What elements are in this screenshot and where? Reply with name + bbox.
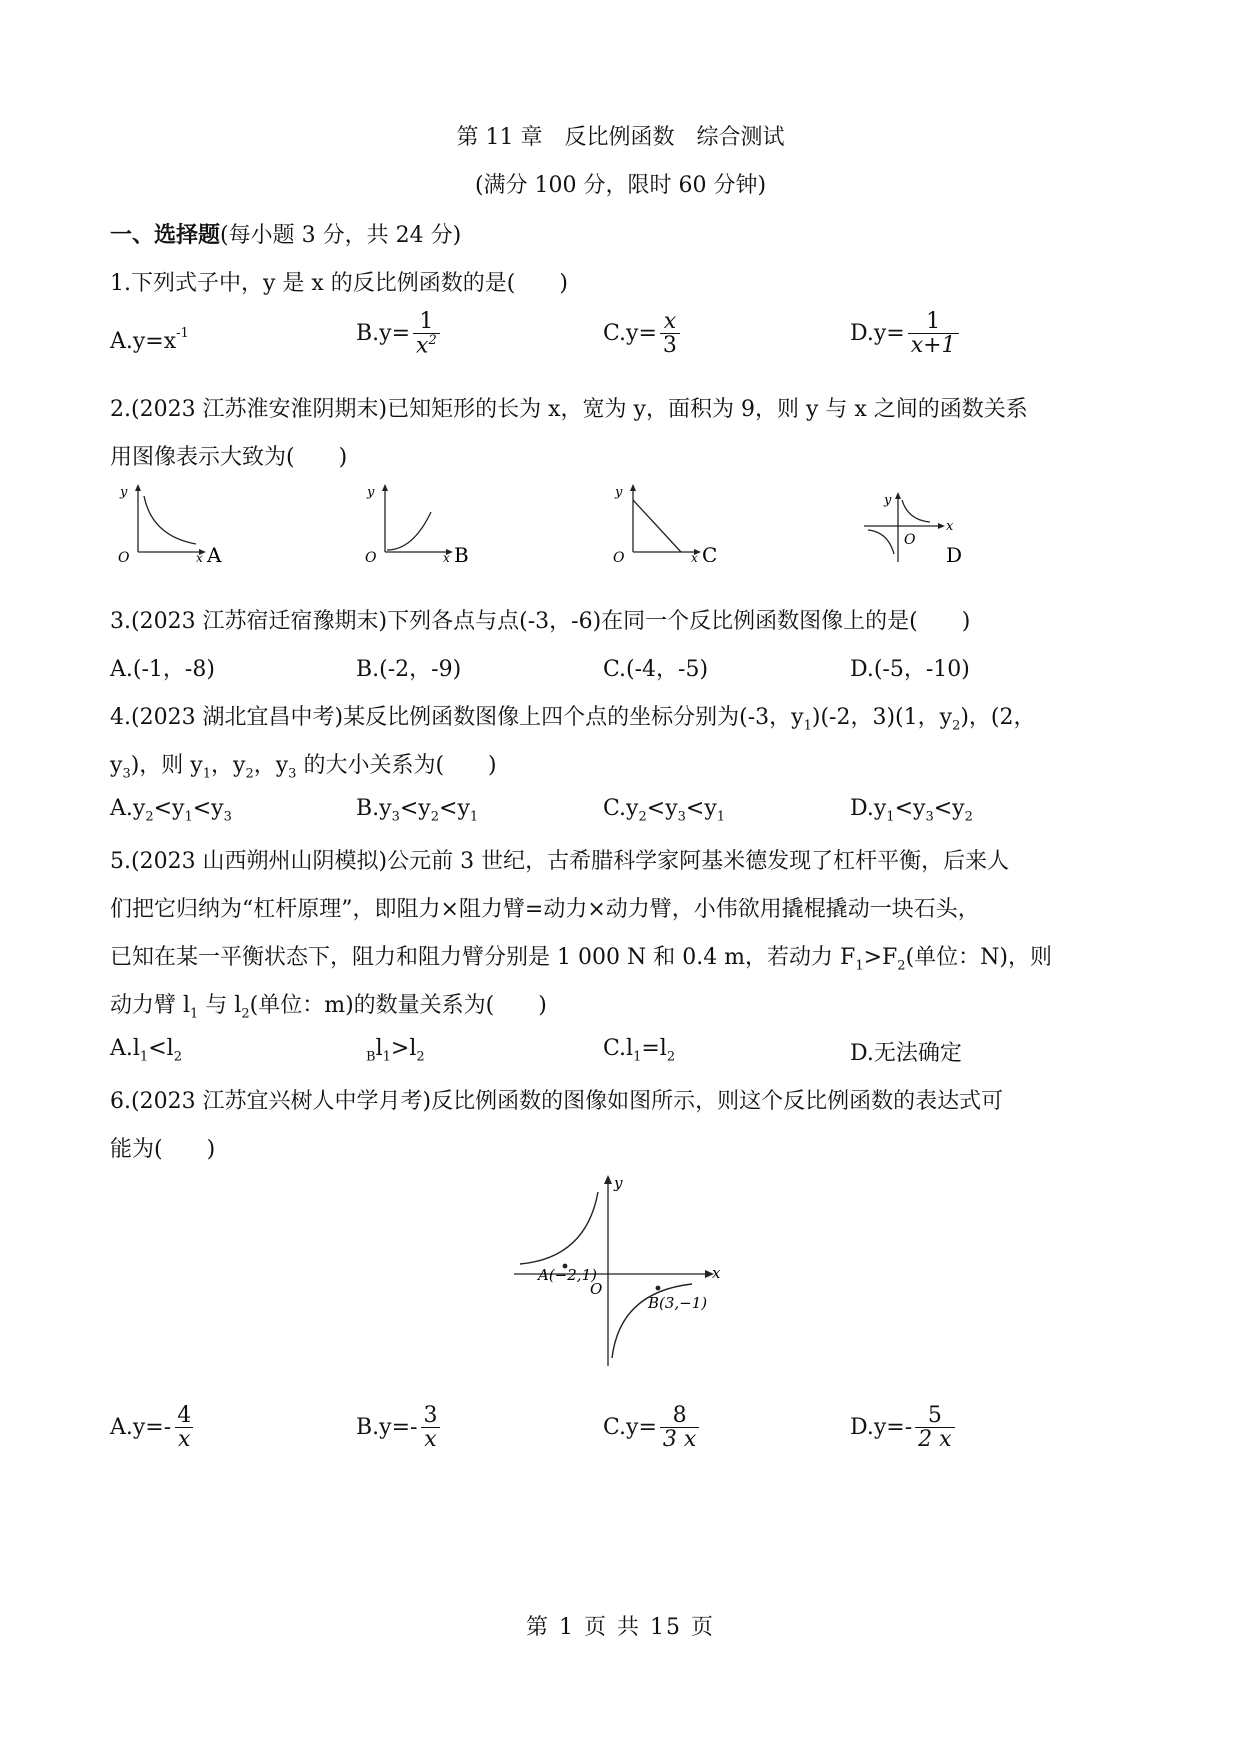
q4-l2-sub6: 3	[288, 766, 297, 782]
q3-option-d: D.(-5，-10)	[850, 657, 970, 682]
q4-l2-b: )，则 y	[130, 753, 203, 778]
q5-option-a	[110, 1036, 182, 1064]
q5-a-p0: A.l	[110, 1036, 140, 1061]
q5-l3-a: 已知在某一平衡状态下，阻力和阻力臂分别是 1 000 N 和 0.4 m，若动力 F	[110, 945, 856, 970]
q1-d-num: 1	[926, 309, 941, 334]
q5-l4-b: 与 l	[198, 993, 242, 1018]
q6-option-d	[850, 1404, 957, 1451]
q2-graph-a	[108, 482, 238, 562]
q5-b-p5: 2	[416, 1049, 425, 1065]
page-footer: 第 1 页 共 15 页	[526, 1615, 715, 1640]
q2-b-y-label: y	[367, 485, 375, 500]
q2-a-x-label: x	[196, 551, 203, 562]
q4-c-p0: C.y	[603, 796, 639, 821]
q2-graph-c	[603, 482, 733, 562]
q4-l1-c: )，(2，	[960, 705, 1036, 730]
q5-l4-a: 动力臂 l	[110, 993, 191, 1018]
q3-option-b: B.(-2，-9)	[356, 657, 462, 682]
q4-a-p0: A.y	[110, 796, 146, 821]
q6-option-b	[356, 1404, 442, 1451]
q6-d-label: D.y=-	[850, 1415, 913, 1441]
q4-line-2	[110, 748, 497, 781]
q1-stem: 1.下列式子中，y 是 x 的反比例函数的是( )	[110, 271, 568, 296]
q5-l4-sub2: 2	[241, 1006, 250, 1022]
q6-d-den: 2 x	[915, 1427, 954, 1451]
q5-b-p3: 1	[382, 1049, 391, 1065]
q5-l4-c: (单位：m)的数量关系为( )	[249, 993, 547, 1018]
q6-c-label: C.y=	[603, 1415, 657, 1441]
q5-l3-sub1: 1	[855, 958, 864, 974]
q6-option-c	[603, 1404, 701, 1451]
q4-a-p3: 1	[184, 809, 193, 825]
q6-b-num: 3	[423, 1403, 438, 1428]
section-heading-bold: 一、选择题	[110, 222, 221, 248]
q1-d-den: x+1	[908, 333, 959, 357]
q4-option-a	[110, 796, 232, 824]
q4-l1-sub1: 1	[803, 718, 812, 734]
q4-option-b	[356, 796, 478, 824]
q1-c-num: x	[663, 309, 677, 334]
q6-c-num: 8	[672, 1403, 687, 1428]
q5-line-1: 5.(2023 山西朔州山阴模拟)公元前 3 世纪，古希腊科学家阿基米德发现了杠杆平衡，后来人	[110, 849, 1010, 874]
q6-line-1: 6.(2023 江苏宜兴树人中学月考)反比例函数的图像如图所示，则这个反比例函数的表达式可	[110, 1089, 1004, 1114]
q4-a-p4: <y	[192, 796, 224, 821]
q5-line-4	[110, 988, 547, 1021]
q5-l3-c: (单位：N)，则	[905, 945, 1052, 970]
q4-b-p4: <y	[439, 796, 470, 821]
q1-c-label: C.y=	[603, 321, 657, 347]
q2-line-2: 用图像表示大致为( )	[110, 445, 348, 470]
q6-a-den: x	[175, 1427, 193, 1451]
q4-b-p1: 3	[391, 809, 400, 825]
q4-d-p4: <y	[933, 796, 965, 821]
q1-d-label: D.y=	[850, 321, 905, 347]
q4-d-p3: 3	[925, 809, 934, 825]
q5-b-p4: >l	[390, 1036, 417, 1061]
q5-b-p2: l	[375, 1036, 383, 1061]
q2-a-y-label: y	[120, 485, 128, 500]
q1-option-b	[356, 310, 442, 358]
q4-d-p5: 2	[964, 809, 973, 825]
q6-x-label: x	[712, 1264, 721, 1282]
q1-a-sup: -1	[176, 325, 189, 341]
q5-l3-sub2: 2	[897, 958, 906, 974]
q1-option-a	[110, 318, 189, 364]
q6-a-num: 4	[177, 1403, 192, 1428]
q5-c-p3: 2	[666, 1049, 676, 1065]
q6-point-a-label: A(−2,1)	[538, 1266, 597, 1284]
q1-c-fraction	[660, 310, 680, 357]
q6-figure	[508, 1170, 728, 1370]
q1-b-num: 1	[419, 309, 434, 334]
q3-option-c: C.(-4，-5)	[603, 657, 709, 682]
q4-a-p2: <y	[153, 796, 185, 821]
q2-b-x-label: x	[443, 551, 450, 562]
q6-option-a	[110, 1404, 196, 1451]
q6-b-label: B.y=-	[356, 1415, 418, 1441]
q4-l2-c: ，y	[211, 753, 246, 778]
q4-b-p5: 1	[469, 809, 479, 825]
q4-l2-sub5: 2	[245, 766, 254, 782]
q2-d-origin-label: O	[904, 532, 916, 548]
q1-option-c	[603, 310, 682, 357]
q1-b-den	[413, 333, 440, 357]
q2-d-y-label: y	[884, 493, 892, 508]
q4-option-d	[850, 796, 973, 824]
q5-option-b	[366, 1036, 425, 1064]
q6-a-fraction	[174, 1404, 194, 1451]
q5-c-p2: =l	[641, 1036, 667, 1061]
q4-l2-e: 的大小关系为( )	[296, 753, 497, 778]
q5-c-p0: C.l	[603, 1036, 634, 1061]
q2-d-letter: D	[946, 543, 963, 567]
q4-c-p2: <y	[646, 796, 678, 821]
q1-option-d	[850, 310, 961, 357]
q2-c-y-label: y	[615, 485, 623, 500]
q4-a-p1: 2	[145, 809, 154, 825]
q6-c-den: 3 x	[660, 1427, 699, 1451]
q1-a-label: A.y=x	[110, 328, 177, 354]
q4-d-p1: 1	[886, 809, 895, 825]
q4-b-p0: B.y	[356, 796, 392, 821]
q5-l3-b: >F	[863, 945, 898, 970]
q1-b-label: B.y=	[356, 321, 411, 347]
q4-a-p5: 3	[223, 809, 232, 825]
q6-b-fraction	[420, 1404, 440, 1451]
q4-c-p4: <y	[685, 796, 717, 821]
q4-c-p3: 3	[677, 809, 686, 825]
q4-line-1	[110, 700, 1036, 733]
q6-b-den: x	[421, 1427, 439, 1451]
q5-line-3	[110, 940, 1052, 973]
q6-point-b-label: B(3,−1)	[648, 1294, 708, 1312]
q4-b-p3: 2	[430, 809, 440, 825]
q4-l1-b: )(-2，3)(1，y	[811, 705, 953, 730]
q4-d-p0: D.y	[850, 796, 887, 821]
page-subtitle: (满分 100 分，限时 60 分钟)	[474, 173, 767, 198]
q1-c-den: 3	[660, 333, 680, 357]
q2-c-origin-label: O	[613, 550, 625, 562]
q5-line-2: 们把它归纳为“杠杆原理”，即阻力×阻力臂=动力×动力臂，小伟欲用撬棍撬动一块石头，	[110, 897, 980, 922]
q5-a-p3: 2	[173, 1049, 182, 1065]
q2-a-letter: A	[207, 543, 222, 562]
q5-b-p1: B	[366, 1049, 376, 1065]
q3-stem: 3.(2023 江苏宿迁宿豫期末)下列各点与点(-3，-6)在同一个反比例函数图像上的是( )	[110, 609, 971, 634]
q4-l2-a: y	[110, 753, 123, 778]
q6-c-fraction	[660, 1404, 699, 1451]
q6-d-num: 5	[927, 1403, 942, 1428]
section-heading	[110, 218, 461, 249]
q6-origin-label: O	[590, 1280, 603, 1298]
q2-graph-b	[355, 482, 485, 562]
q4-d-p2: <y	[894, 796, 926, 821]
q5-option-c	[603, 1036, 675, 1064]
q6-d-fraction	[915, 1404, 954, 1451]
q2-c-x-label: x	[691, 551, 698, 562]
q4-c-p5: 1	[716, 809, 726, 825]
q4-option-c	[603, 796, 725, 824]
q2-b-origin-label: O	[365, 550, 377, 562]
q5-a-p2: <l	[148, 1036, 174, 1061]
q4-b-p2: <y	[399, 796, 431, 821]
page-title: 第 11 章 反比例函数 综合测试	[456, 125, 785, 150]
q2-c-letter: C	[702, 543, 718, 562]
q4-l1-a: 4.(2023 湖北宜昌中考)某反比例函数图像上四个点的坐标分别为(-3，y	[110, 705, 804, 730]
q4-l1-sub2: 2	[952, 718, 961, 734]
q6-line-2: 能为( )	[110, 1137, 216, 1162]
q5-option-d: D.无法确定	[850, 1041, 962, 1066]
q4-l2-sub3: 3	[122, 766, 131, 782]
q2-a-origin-label: O	[118, 550, 130, 562]
q6-a-label: A.y=-	[110, 1415, 172, 1441]
q5-l4-sub1: 1	[190, 1006, 199, 1022]
q4-l2-d: ，y	[253, 753, 289, 778]
q3-option-a: A.(-1，-8)	[110, 657, 215, 682]
q2-line-1: 2.(2023 江苏淮安淮阴期末)已知矩形的长为 x，宽为 y，面积为 9，则 y 与 x 之间的函数关系	[110, 397, 1028, 422]
q2-b-letter: B	[454, 543, 469, 562]
section-heading-rest: (每小题 3 分，共 24 分)	[220, 223, 462, 248]
q6-y-label: y	[614, 1174, 623, 1192]
q4-l2-sub4: 1	[202, 766, 212, 782]
q1-b-den-sup: 2	[428, 333, 437, 349]
q1-b-fraction	[413, 310, 440, 358]
q4-c-p1: 2	[638, 809, 647, 825]
q5-a-p1: 1	[139, 1049, 149, 1065]
q2-d-x-label: x	[946, 519, 954, 534]
q1-d-fraction	[908, 310, 959, 357]
q2-graph-d	[862, 488, 992, 568]
q1-b-den-base: x	[416, 333, 429, 359]
q5-c-p1: 1	[633, 1049, 642, 1065]
